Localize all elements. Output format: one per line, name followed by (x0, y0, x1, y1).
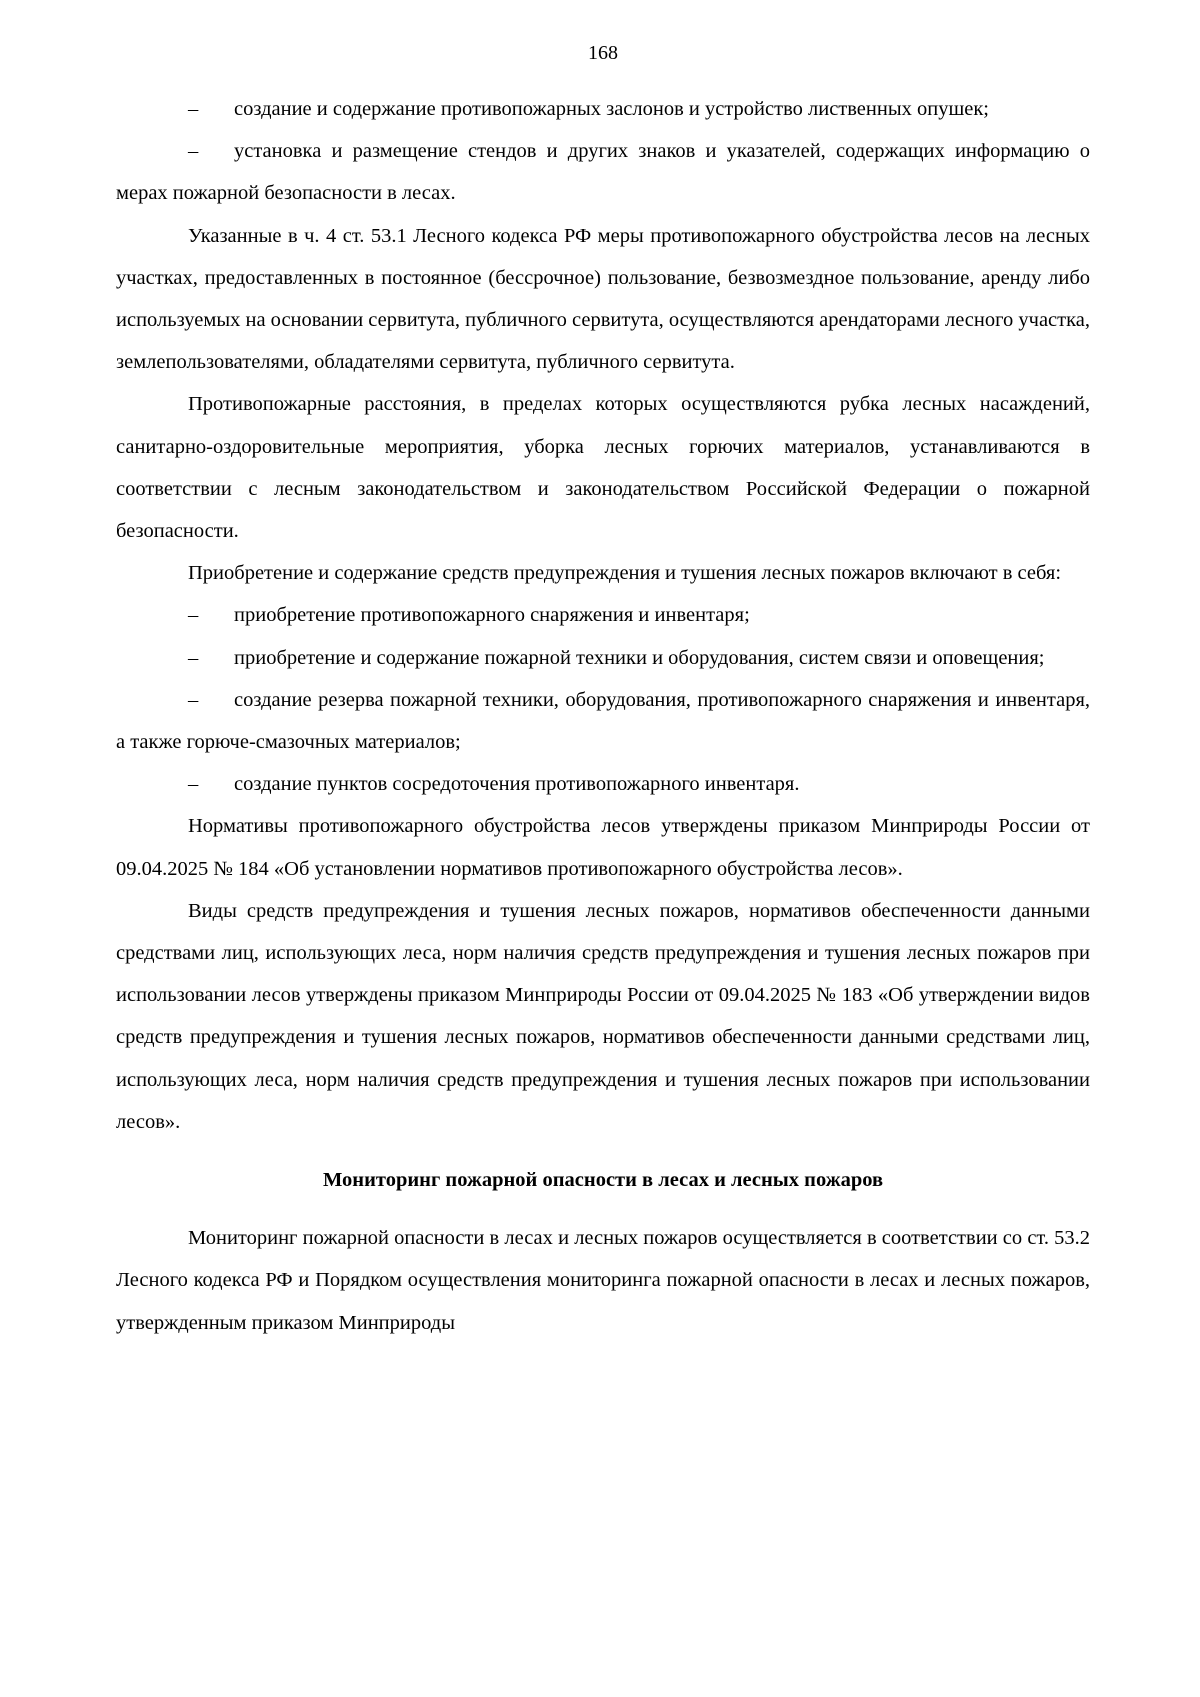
bullet-text: создание и содержание противопожарных заслонов и устройство лиственных опушек; (234, 98, 990, 120)
section-heading: Мониторинг пожарной опасности в лесах и лесных пожаров (322, 1169, 884, 1192)
body-paragraph: Нормативы противопожарного обустройства лесов утверждены приказом Минприроды России от 09.04.2025 № 184 «Об установлении нормативов противопожарного обустройства лесов». (116, 815, 1090, 880)
bullet-paragraph (116, 88, 1090, 130)
bullet-text: создание пунктов сосредоточения противопожарного инвентаря. (234, 773, 800, 796)
document-body (116, 88, 1090, 1344)
bullet-paragraph (116, 763, 1090, 805)
page-number: 168 (588, 42, 618, 64)
bullet-text: приобретение противопожарного снаряжения и инвентаря; (234, 604, 750, 627)
body-paragraph: Виды средств предупреждения и тушения лесных пожаров, нормативов обеспеченности данными средствами лиц, использующих леса, норм наличия средств предупреждения и тушения лесных пожаров при использовании лесов утверждены приказом Минприроды России от 09.04.2025 № 183 «Об утверждении видов средств предупреждения и тушения лесных пожаров, нормативов обеспеченности данными средствами лиц, использующих леса, норм наличия средств предупреждения и тушения лесных пожаров при использовании лесов». (116, 899, 1090, 1133)
bullet-text: приобретение и содержание пожарной техники и оборудования, систем связи и оповещения; (234, 646, 1045, 669)
bullet-dash: – (188, 646, 199, 669)
bullet-paragraph (116, 594, 1090, 636)
bullet-dash: – (188, 688, 199, 711)
bullet-dash: – (188, 604, 199, 627)
body-paragraph: Противопожарные расстояния, в пределах которых осуществляются рубка лесных насаждений, санитарно-оздоровительные мероприятия, уборка лесных горючих материалов, устанавливаются в соответствии с лесным законодательством и законодательством Российской Федерации о пожарной безопасности. (116, 393, 1090, 543)
body-paragraph: Мониторинг пожарной опасности в лесах и лесных пожаров осуществляется в соответствии со ст. 53.2 Лесного кодекса РФ и Порядком осуществления мониторинга пожарной опасности в лесах и лесных пожаров, утвержденным приказом Минприроды (116, 1227, 1090, 1334)
bullet-dash: – (188, 140, 199, 163)
body-paragraph: Указанные в ч. 4 ст. 53.1 Лесного кодекса РФ меры противопожарного обустройства лесов на лесных участках, предоставленных в постоянное (бессрочное) пользование, безвозмездное пользование, аренду либо используемых на основании сервитута, публичного сервитута, осуществляются арендаторами лесного участка, землепользователями, обладателями сервитута, публичного сервитута. (116, 224, 1090, 374)
body-paragraph: Приобретение и содержание средств предупреждения и тушения лесных пожаров включают в себя: (188, 562, 1062, 585)
bullet-paragraph (116, 637, 1090, 679)
bullet-paragraph (116, 679, 1090, 763)
bullet-dash: – (188, 773, 199, 796)
bullet-text: создание резерва пожарной техники, оборудования, противопожарного снаряжения и инвентаря, а также горюче-смазочных материалов; (116, 688, 1090, 754)
bullet-dash: – (188, 98, 199, 120)
bullet-paragraph (116, 130, 1090, 214)
bullet-text: установка и размещение стендов и других знаков и указателей, содержащих информацию о мерах пожарной безопасности в лесах. (116, 140, 1090, 205)
